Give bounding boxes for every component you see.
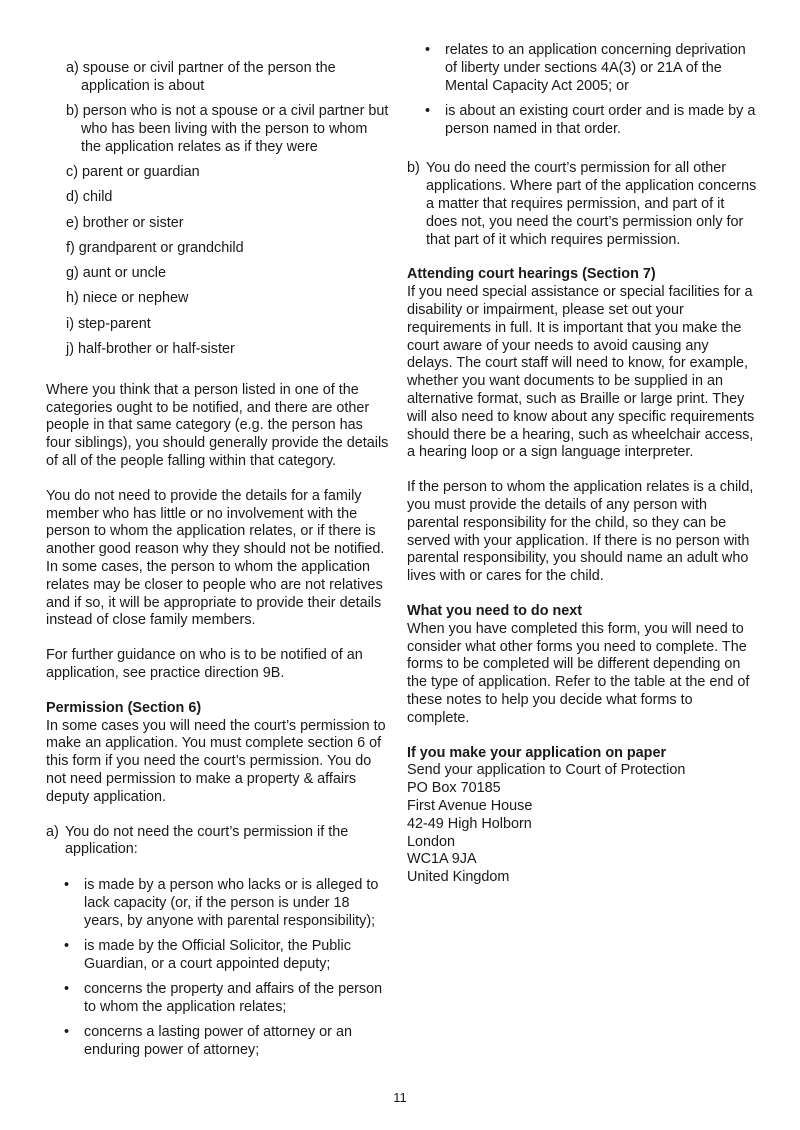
page-number: 11 bbox=[393, 1090, 407, 1105]
relative-item: c) parent or guardian bbox=[66, 163, 200, 180]
relative-item: i) step-parent bbox=[66, 315, 151, 332]
family-paragraph: You do not need to provide the details for a family member who has little or no involvement with the person to whom the application relates, or if there is another good reason why they should not be notified. In some cases, the person to whom the application relates may be closer to people who are not relatives and if so, it will be appropriate to provide their details instead of close family members. bbox=[46, 487, 385, 629]
permission-bullets-left bbox=[46, 877, 390, 1060]
bullet-text: is made by the Official Solicitor, the Public Guardian, or a court appointed deputy; bbox=[84, 938, 351, 972]
guidance-paragraph: For further guidance on who is to be notified of an application, see practice direction 9B. bbox=[46, 647, 363, 682]
bullet-text: relates to an application concerning deprivation of liberty under sections 4A(3) or 21A of the Mental Capacity Act 2005; or bbox=[445, 42, 746, 94]
hearings-section bbox=[407, 266, 757, 462]
relative-item: b) person who is not a spouse or a civil partner but who has been living with the person to whom the application relates as if they were bbox=[66, 103, 389, 155]
list-item bbox=[46, 981, 390, 1017]
bullet-icon: • bbox=[64, 938, 70, 955]
bullet-icon: • bbox=[64, 877, 70, 894]
next-text: When you have completed this form, you will need to consider what other forms you need to complete. The forms to be completed will be different depending on the type of application. Refer to the table at the end of these notes to help you decide what forms to complete. bbox=[407, 620, 750, 726]
permission-heading: Permission (Section 6) bbox=[46, 699, 202, 716]
permission-a-letter: a) bbox=[46, 823, 59, 840]
left-column bbox=[46, 42, 390, 1067]
next-heading: What you need to do next bbox=[407, 603, 583, 620]
list-item bbox=[46, 938, 390, 974]
hearings-heading: Attending court hearings (Section 7) bbox=[407, 266, 656, 283]
relatives-list bbox=[46, 60, 390, 359]
paper-heading: If you make your application on paper bbox=[407, 744, 667, 761]
bullet-icon: • bbox=[425, 102, 431, 119]
paper-section bbox=[407, 745, 757, 887]
bullet-icon: • bbox=[64, 981, 70, 998]
bullet-text: concerns the property and affairs of the person to whom the application relates; bbox=[84, 981, 383, 1015]
permission-a bbox=[46, 824, 390, 860]
address-line: First Avenue House bbox=[407, 797, 533, 814]
hearings-paragraph-1: If you need special assistance or special facilities for a disability or impairment, please set out your requirements in full. It is important that you make the court aware of your needs to avoid causing any delays. The court staff will need to know, for example, whether you want documents to be supplied in an alternative format, such as Braille or large print. They will also need to know about any specific requirements should there be a hearing, such as wheelchair access, a hearing loop or a sign language interpreter. bbox=[407, 284, 755, 461]
address-line: 42-49 High Holborn bbox=[407, 815, 532, 832]
relative-item: a) spouse or civil partner of the person the application is about bbox=[66, 60, 336, 94]
permission-b-text: You do need the court’s permission for all other applications. Where part of the application concerns a matter that requires permission, and part of it does not, you need the court’s permission only for that part of it which requires permission. bbox=[426, 160, 757, 248]
relative-item: e) brother or sister bbox=[66, 214, 184, 231]
permission-bullets-right bbox=[407, 42, 757, 138]
postal-address bbox=[407, 762, 757, 887]
address-line: London bbox=[407, 833, 456, 850]
bullet-text: is about an existing court order and is made by a person named in that order. bbox=[445, 102, 756, 137]
permission-b bbox=[407, 160, 757, 249]
address-line: United Kingdom bbox=[407, 869, 510, 886]
bullet-icon: • bbox=[425, 42, 431, 58]
address-line: Send your application to Court of Protection bbox=[407, 762, 686, 779]
relative-item: g) aunt or uncle bbox=[66, 265, 166, 282]
address-line: WC1A 9JA bbox=[407, 851, 477, 868]
bullet-text: concerns a lasting power of attorney or an enduring power of attorney; bbox=[84, 1024, 352, 1059]
relative-item: j) half-brother or half-sister bbox=[66, 341, 235, 358]
relative-item: d) child bbox=[66, 189, 113, 206]
list-item bbox=[407, 42, 757, 95]
permission-b-letter: b) bbox=[407, 160, 420, 177]
next-section bbox=[407, 603, 757, 728]
relative-item: h) niece or nephew bbox=[66, 290, 189, 307]
address-line: PO Box 70185 bbox=[407, 780, 501, 797]
permission-intro: In some cases you will need the court’s permission to make an application. You must complete section 6 of this form if you need the court’s permission. You do not need permission to make a property & affairs deputy application. bbox=[46, 717, 386, 805]
category-paragraph: Where you think that a person listed in one of the categories ought to be notified, and there are other people in that same category (e.g. the person has four siblings), you should generally provide the details of all of the people falling within that category. bbox=[46, 381, 389, 470]
bullet-icon: • bbox=[64, 1024, 70, 1041]
relative-item: f) grandparent or grandchild bbox=[66, 239, 244, 256]
list-item bbox=[46, 1024, 390, 1060]
permission-section bbox=[46, 700, 390, 807]
list-item bbox=[46, 877, 390, 930]
right-column bbox=[407, 42, 757, 887]
hearings-paragraph-2: If the person to whom the application relates is a child, you must provide the details of any person with parental responsibility for the child, so they can be served with your application. If there is no person with parental responsibility, you should name an adult who lives with or cares for the child. bbox=[407, 479, 754, 585]
bullet-text: is made by a person who lacks or is alleged to lack capacity (or, if the person is under 18 years, by anyone with parental responsibility); bbox=[84, 877, 379, 929]
list-item bbox=[407, 103, 757, 139]
permission-a-text: You do not need the court’s permission if the application: bbox=[65, 823, 349, 858]
